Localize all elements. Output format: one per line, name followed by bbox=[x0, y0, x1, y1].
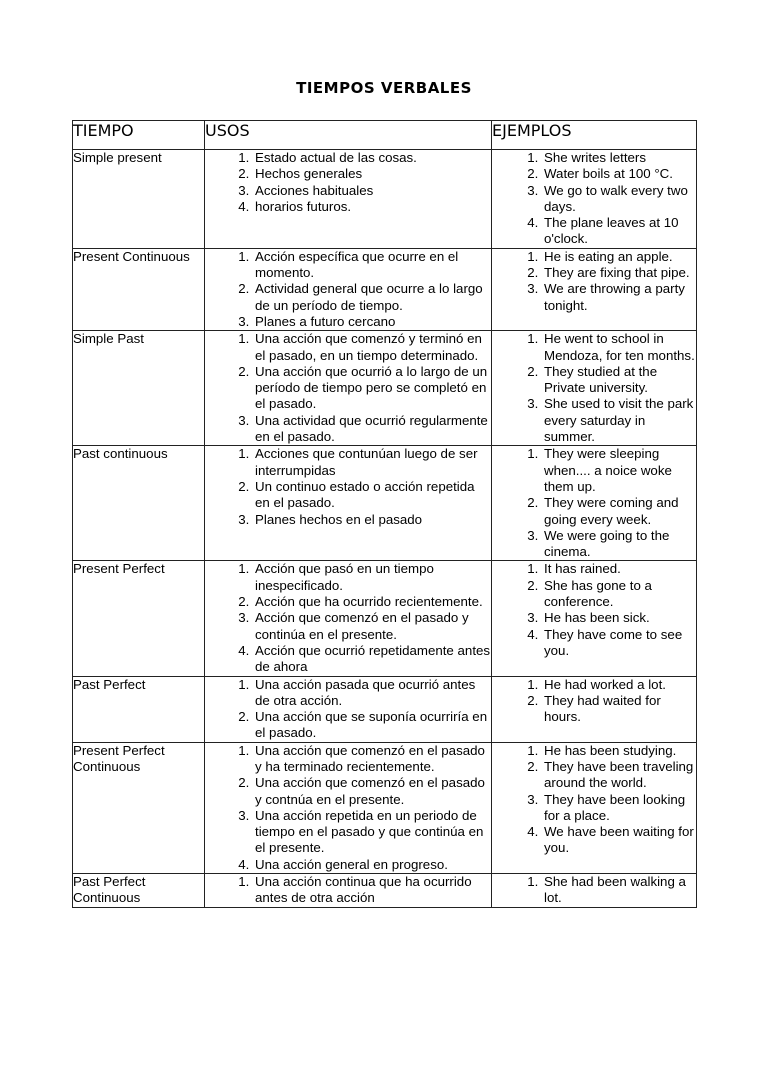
header-ejemplos: EJEMPLOS bbox=[492, 121, 697, 150]
example-item: 3. We were going to the cinema. bbox=[542, 528, 696, 561]
use-item: 2. Una acción que se suponía ocurriría en el pasado. bbox=[253, 709, 491, 742]
use-item: 1. Acciones que contunúan luego de ser interrumpidas bbox=[253, 446, 491, 479]
uses-list bbox=[205, 446, 491, 527]
examples-list bbox=[492, 249, 696, 314]
use-item: 1. Una acción continua que ha ocurrido antes de otra acción bbox=[253, 874, 491, 907]
use-item: 2. Un continuo estado o acción repetida en el pasado. bbox=[253, 479, 491, 512]
use-item: 1. Una acción que comenzó y terminó en el pasado, en un tiempo determinado. bbox=[253, 331, 491, 364]
tense-name: Past Perfect bbox=[73, 676, 205, 742]
use-item: 3. Acción que comenzó en el pasado y continúa en el presente. bbox=[253, 610, 491, 643]
table-row bbox=[73, 331, 697, 446]
page-title: TIEMPOS VERBALES bbox=[296, 79, 472, 97]
uses-cell bbox=[205, 874, 492, 908]
use-item: 1. Acción que pasó en un tiempo inespecificado. bbox=[253, 561, 491, 594]
uses-list bbox=[205, 249, 491, 330]
use-item: 2. Actividad general que ocurre a lo largo de un período de tiempo. bbox=[253, 281, 491, 314]
examples-cell bbox=[492, 742, 697, 873]
example-item: 1. He had worked a lot. bbox=[542, 677, 696, 693]
uses-cell bbox=[205, 446, 492, 561]
example-item: 3. He has been sick. bbox=[542, 610, 696, 626]
examples-list bbox=[492, 150, 696, 248]
table-header-row bbox=[73, 121, 697, 150]
examples-list bbox=[492, 743, 696, 857]
examples-cell bbox=[492, 150, 697, 249]
examples-cell bbox=[492, 874, 697, 908]
examples-list bbox=[492, 331, 696, 445]
uses-list bbox=[205, 331, 491, 445]
use-item: 2. Una acción que ocurrió a lo largo de un período de tiempo pero se completó en el pasado. bbox=[253, 364, 491, 413]
example-item: 1. They were sleeping when.... a noice woke them up. bbox=[542, 446, 696, 495]
example-item: 3. We go to walk every two days. bbox=[542, 183, 696, 216]
example-item: 2. She has gone to a conference. bbox=[542, 578, 696, 611]
use-item: 1. Una acción que comenzó en el pasado y ha terminado recientemente. bbox=[253, 743, 491, 776]
example-item: 1. She writes letters bbox=[542, 150, 696, 166]
tense-name: Present Perfect bbox=[73, 561, 205, 676]
use-item: 3. Planes hechos en el pasado bbox=[253, 512, 491, 528]
uses-list bbox=[205, 150, 491, 215]
example-item: 2. They were coming and going every week. bbox=[542, 495, 696, 528]
use-item: 2. Una acción que comenzó en el pasado y contnúa en el presente. bbox=[253, 775, 491, 808]
example-item: 4. The plane leaves at 10 o'clock. bbox=[542, 215, 696, 248]
examples-cell bbox=[492, 676, 697, 742]
table-row bbox=[73, 742, 697, 873]
use-item: 3. Una actividad que ocurrió regularmente en el pasado. bbox=[253, 413, 491, 446]
example-item: 1. He went to school in Mendoza, for ten months. bbox=[542, 331, 696, 364]
uses-list bbox=[205, 743, 491, 873]
examples-cell bbox=[492, 446, 697, 561]
table-row bbox=[73, 676, 697, 742]
header-usos: USOS bbox=[205, 121, 492, 150]
table-row bbox=[73, 150, 697, 249]
tense-name: Past Perfect Continuous bbox=[73, 874, 205, 908]
use-item: 4. horarios futuros. bbox=[253, 199, 491, 215]
examples-cell bbox=[492, 248, 697, 330]
examples-list bbox=[492, 446, 696, 560]
example-item: 2. They are fixing that pipe. bbox=[542, 265, 696, 281]
use-item: 1. Una acción pasada que ocurrió antes de otra acción. bbox=[253, 677, 491, 710]
example-item: 2. They had waited for hours. bbox=[542, 693, 696, 726]
use-item: 2. Acción que ha ocurrido recientemente. bbox=[253, 594, 491, 610]
uses-cell bbox=[205, 248, 492, 330]
header-tiempo: TIEMPO bbox=[73, 121, 205, 150]
example-item: 3. They have been looking for a place. bbox=[542, 792, 696, 825]
tense-name: Present Continuous bbox=[73, 248, 205, 330]
tense-name: Present Perfect Continuous bbox=[73, 742, 205, 873]
use-item: 3. Acciones habituales bbox=[253, 183, 491, 199]
table-row bbox=[73, 874, 697, 908]
example-item: 4. We have been waiting for you. bbox=[542, 824, 696, 857]
table-row bbox=[73, 561, 697, 676]
tense-name: Simple Past bbox=[73, 331, 205, 446]
verb-tenses-table bbox=[72, 120, 697, 908]
example-item: 1. It has rained. bbox=[542, 561, 696, 577]
use-item: 1. Acción específica que ocurre en el momento. bbox=[253, 249, 491, 282]
examples-cell bbox=[492, 561, 697, 676]
use-item: 1. Estado actual de las cosas. bbox=[253, 150, 491, 166]
example-item: 4. They have come to see you. bbox=[542, 627, 696, 660]
tense-name: Past continuous bbox=[73, 446, 205, 561]
uses-cell bbox=[205, 561, 492, 676]
example-item: 1. He is eating an apple. bbox=[542, 249, 696, 265]
use-item: 3. Planes a futuro cercano bbox=[253, 314, 491, 330]
use-item: 4. Una acción general en progreso. bbox=[253, 857, 491, 873]
examples-list bbox=[492, 677, 696, 726]
use-item: 4. Acción que ocurrió repetidamente antes de ahora bbox=[253, 643, 491, 676]
examples-list bbox=[492, 561, 696, 659]
use-item: 2. Hechos generales bbox=[253, 166, 491, 182]
table-row bbox=[73, 446, 697, 561]
examples-cell bbox=[492, 331, 697, 446]
example-item: 2. Water boils at 100 °C. bbox=[542, 166, 696, 182]
examples-list bbox=[492, 874, 696, 907]
uses-cell bbox=[205, 742, 492, 873]
example-item: 3. She used to visit the park every saturday in summer. bbox=[542, 396, 696, 445]
example-item: 3. We are throwing a party tonight. bbox=[542, 281, 696, 314]
uses-cell bbox=[205, 150, 492, 249]
example-item: 2. They studied at the Private university. bbox=[542, 364, 696, 397]
tense-name: Simple present bbox=[73, 150, 205, 249]
use-item: 3. Una acción repetida en un periodo de tiempo en el pasado y que continúa en el presente. bbox=[253, 808, 491, 857]
example-item: 1. She had been walking a lot. bbox=[542, 874, 696, 907]
uses-list bbox=[205, 677, 491, 742]
uses-cell bbox=[205, 676, 492, 742]
uses-list bbox=[205, 874, 491, 907]
uses-cell bbox=[205, 331, 492, 446]
uses-list bbox=[205, 561, 491, 675]
example-item: 2. They have been traveling around the world. bbox=[542, 759, 696, 792]
example-item: 1. He has been studying. bbox=[542, 743, 696, 759]
table-row bbox=[73, 248, 697, 330]
table-body bbox=[73, 150, 697, 908]
